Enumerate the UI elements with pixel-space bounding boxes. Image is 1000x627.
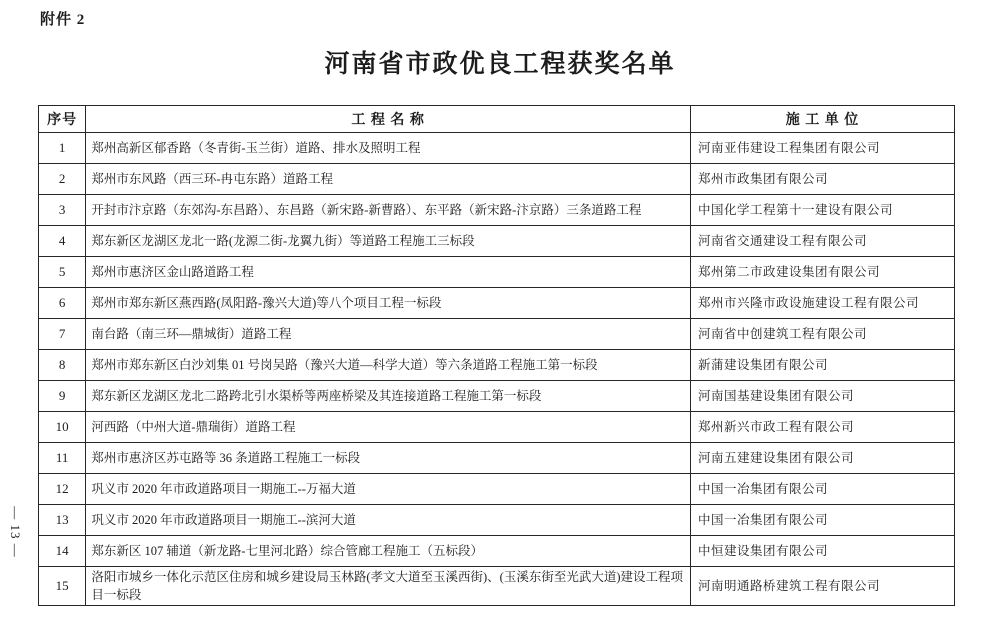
row-number: 3 bbox=[39, 195, 86, 226]
row-number: 13 bbox=[39, 505, 86, 536]
table-row bbox=[39, 319, 955, 350]
construction-unit: 郑州新兴市政工程有限公司 bbox=[690, 412, 954, 443]
table-row bbox=[39, 474, 955, 505]
table-header-row bbox=[39, 106, 955, 133]
header-construction-unit: 施 工 单 位 bbox=[690, 106, 954, 133]
table-row bbox=[39, 164, 955, 195]
row-number: 15 bbox=[39, 567, 86, 606]
row-number: 6 bbox=[39, 288, 86, 319]
project-name: 郑州市郑东新区燕西路(凤阳路-豫兴大道)等八个项目工程一标段 bbox=[86, 288, 691, 319]
construction-unit: 河南省交通建设工程有限公司 bbox=[690, 226, 954, 257]
project-name: 开封市汴京路（东郊沟-东昌路）、东昌路（新宋路-新曹路）、东平路（新宋路-汴京路）三条道路工程 bbox=[86, 195, 691, 226]
row-number: 5 bbox=[39, 257, 86, 288]
row-number: 4 bbox=[39, 226, 86, 257]
table-row bbox=[39, 536, 955, 567]
project-name: 郑州市郑东新区白沙刘集 01 号岗吴路（豫兴大道—科学大道）等六条道路工程施工第一标段 bbox=[86, 350, 691, 381]
project-name: 郑东新区 107 辅道（新龙路-七里河北路）综合管廊工程施工（五标段） bbox=[86, 536, 691, 567]
row-number: 10 bbox=[39, 412, 86, 443]
construction-unit: 郑州市政集团有限公司 bbox=[690, 164, 954, 195]
table-row bbox=[39, 257, 955, 288]
page-number: — 13 — bbox=[8, 506, 23, 558]
row-number: 7 bbox=[39, 319, 86, 350]
row-number: 2 bbox=[39, 164, 86, 195]
project-name: 河西路（中州大道-鼎瑞街）道路工程 bbox=[86, 412, 691, 443]
table-row bbox=[39, 381, 955, 412]
project-name: 郑东新区龙湖区龙北一路(龙源二街-龙翼九街）等道路工程施工三标段 bbox=[86, 226, 691, 257]
project-name: 巩义市 2020 年市政道路项目一期施工--万福大道 bbox=[86, 474, 691, 505]
construction-unit: 郑州第二市政建设集团有限公司 bbox=[690, 257, 954, 288]
construction-unit: 中国一冶集团有限公司 bbox=[690, 505, 954, 536]
table-row bbox=[39, 505, 955, 536]
table-row bbox=[39, 226, 955, 257]
page-title: 河南省市政优良工程获奖名单 bbox=[324, 51, 676, 78]
project-name: 郑州市惠济区苏屯路等 36 条道路工程施工一标段 bbox=[86, 443, 691, 474]
row-number: 14 bbox=[39, 536, 86, 567]
construction-unit: 河南国基建设集团有限公司 bbox=[690, 381, 954, 412]
construction-unit: 河南亚伟建设工程集团有限公司 bbox=[690, 133, 954, 164]
construction-unit: 河南省中创建筑工程有限公司 bbox=[690, 319, 954, 350]
header-serial-number: 序号 bbox=[39, 106, 86, 133]
project-name: 巩义市 2020 年市政道路项目一期施工--滨河大道 bbox=[86, 505, 691, 536]
award-table bbox=[38, 105, 955, 606]
construction-unit: 郑州市兴隆市政设施建设工程有限公司 bbox=[690, 288, 954, 319]
construction-unit: 新蒲建设集团有限公司 bbox=[690, 350, 954, 381]
project-name: 郑州市东风路（西三环-冉屯东路）道路工程 bbox=[86, 164, 691, 195]
table-row bbox=[39, 350, 955, 381]
project-name: 郑州市惠济区金山路道路工程 bbox=[86, 257, 691, 288]
attachment-label: 附件 2 bbox=[40, 12, 86, 28]
construction-unit: 中恒建设集团有限公司 bbox=[690, 536, 954, 567]
table-row bbox=[39, 288, 955, 319]
table-row bbox=[39, 443, 955, 474]
project-name: 南台路（南三环—鼎城街）道路工程 bbox=[86, 319, 691, 350]
project-name: 洛阳市城乡一体化示范区住房和城乡建设局玉林路(孝文大道至玉溪西街)、(玉溪东街至光武大道)建设工程项目一标段 bbox=[86, 567, 691, 606]
project-name: 郑州高新区郁香路（冬青街-玉兰街）道路、排水及照明工程 bbox=[86, 133, 691, 164]
construction-unit: 河南明通路桥建筑工程有限公司 bbox=[690, 567, 954, 606]
row-number: 12 bbox=[39, 474, 86, 505]
table-row bbox=[39, 567, 955, 606]
row-number: 11 bbox=[39, 443, 86, 474]
construction-unit: 中国化学工程第十一建设有限公司 bbox=[690, 195, 954, 226]
row-number: 8 bbox=[39, 350, 86, 381]
table-row bbox=[39, 133, 955, 164]
construction-unit: 中国一冶集团有限公司 bbox=[690, 474, 954, 505]
table-row bbox=[39, 412, 955, 443]
construction-unit: 河南五建建设集团有限公司 bbox=[690, 443, 954, 474]
row-number: 9 bbox=[39, 381, 86, 412]
project-name: 郑东新区龙湖区龙北二路跨北引水渠桥等两座桥梁及其连接道路工程施工第一标段 bbox=[86, 381, 691, 412]
row-number: 1 bbox=[39, 133, 86, 164]
header-project-name: 工 程 名 称 bbox=[86, 106, 691, 133]
table-row bbox=[39, 195, 955, 226]
